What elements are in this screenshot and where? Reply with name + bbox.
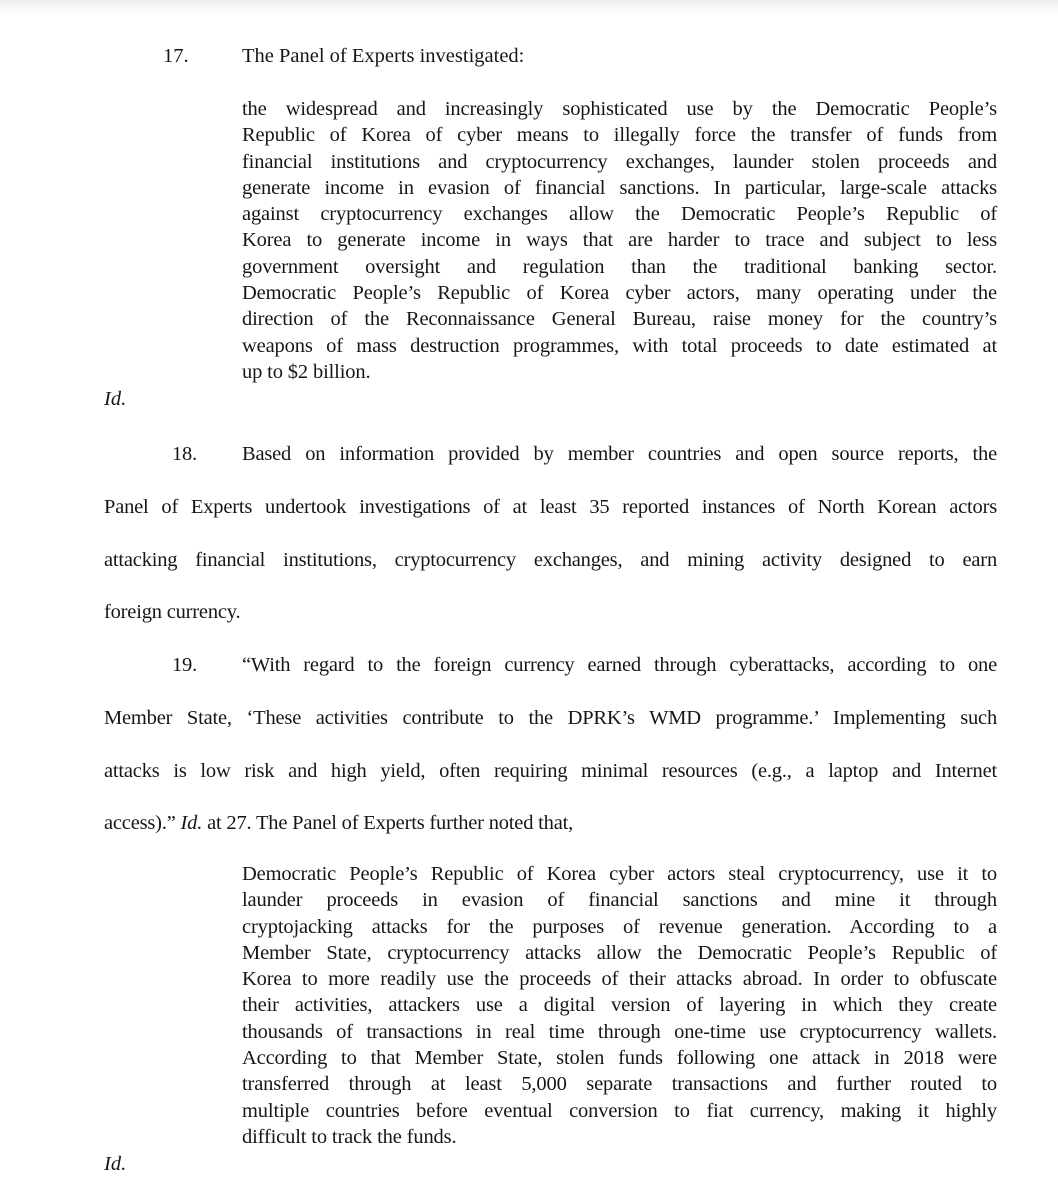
quote-line: financial institutions and cryptocurrency exchanges, launder stolen proceeds and [242, 150, 997, 173]
inline-citation-id: Id. [180, 812, 203, 835]
paragraph-line: foreign currency. [104, 601, 241, 624]
quote-line: Korea to more readily use the proceeds of their attacks abroad. In order to obfuscate [242, 968, 997, 991]
paragraph-18 [104, 441, 997, 652]
paragraph-line: access).” Id. at 27. The Panel of Experts further noted that, [104, 812, 574, 835]
paragraph-19 [104, 652, 997, 863]
citation-id-17: Id. [104, 388, 127, 410]
quote-line: cryptojacking attacks for the purposes of revenue generation. According to a [242, 915, 997, 938]
paragraph-line: attacking financial institutions, cryptocurrency exchanges, and mining activity designed to earn [104, 548, 997, 571]
paragraph-17-lead: The Panel of Experts investigated: [242, 45, 525, 67]
paragraph-line: attacks is low risk and high yield, often requiring minimal resources (e.g., a laptop and Internet [104, 759, 997, 782]
block-quote-17 [242, 96, 997, 385]
paragraph-line: 18. Based on information provided by member countries and open source reports, the [104, 441, 997, 494]
paragraph-line: 19. “With regard to the foreign currency earned through cyberattacks, according to one [104, 652, 997, 705]
quote-line: generate income in evasion of financial sanctions. In particular, large-scale attacks [242, 176, 997, 199]
quote-line: launder proceeds in evasion of financial sanctions and mine it through [242, 889, 997, 912]
quote-line: government oversight and regulation than the traditional banking sector. [242, 255, 997, 278]
paragraph-line: Panel of Experts undertook investigations of at least 35 reported instances of North Korean actors [104, 495, 997, 518]
block-quote-19 [242, 861, 997, 1150]
quote-line: Democratic People’s Republic of Korea cyber actors, many operating under the [242, 282, 997, 305]
quote-line: multiple countries before eventual conversion to fiat currency, making it highly [242, 1099, 997, 1122]
quote-line: difficult to track the funds. [242, 1125, 457, 1148]
quote-line: against cryptocurrency exchanges allow the Democratic People’s Republic of [242, 203, 997, 226]
paragraph-number-17: 17. [163, 45, 189, 67]
quote-line: Republic of Korea of cyber means to illegally force the transfer of funds from [242, 124, 997, 147]
quote-line: transferred through at least 5,000 separate transactions and further routed to [242, 1073, 997, 1096]
quote-line: their activities, attackers use a digital version of layering in which they create [242, 994, 997, 1017]
paragraph-number-18: 18. [172, 443, 198, 465]
quote-line: Korea to generate income in ways that are harder to trace and subject to less [242, 229, 997, 252]
quote-line: Democratic People’s Republic of Korea cyber actors steal cryptocurrency, use it to [242, 863, 997, 885]
quote-line: Member State, cryptocurrency attacks allow the Democratic People’s Republic of [242, 941, 997, 964]
quote-line: thousands of transactions in real time through one-time use cryptocurrency wallets. [242, 1020, 997, 1043]
quote-line: weapons of mass destruction programmes, with total proceeds to date estimated at [242, 334, 997, 357]
quote-line: up to $2 billion. [242, 360, 371, 383]
paragraph-line: Member State, ‘These activities contribute to the DPRK’s WMD programme.’ Implementing such [104, 706, 997, 729]
paragraph-number-19: 19. [172, 654, 198, 676]
quote-line: the widespread and increasingly sophisticated use by the Democratic People’s [242, 98, 997, 120]
quote-line: According to that Member State, stolen funds following one attack in 2018 were [242, 1047, 997, 1070]
quote-line: direction of the Reconnaissance General Bureau, raise money for the country’s [242, 308, 997, 331]
citation-id-19: Id. [104, 1153, 127, 1175]
